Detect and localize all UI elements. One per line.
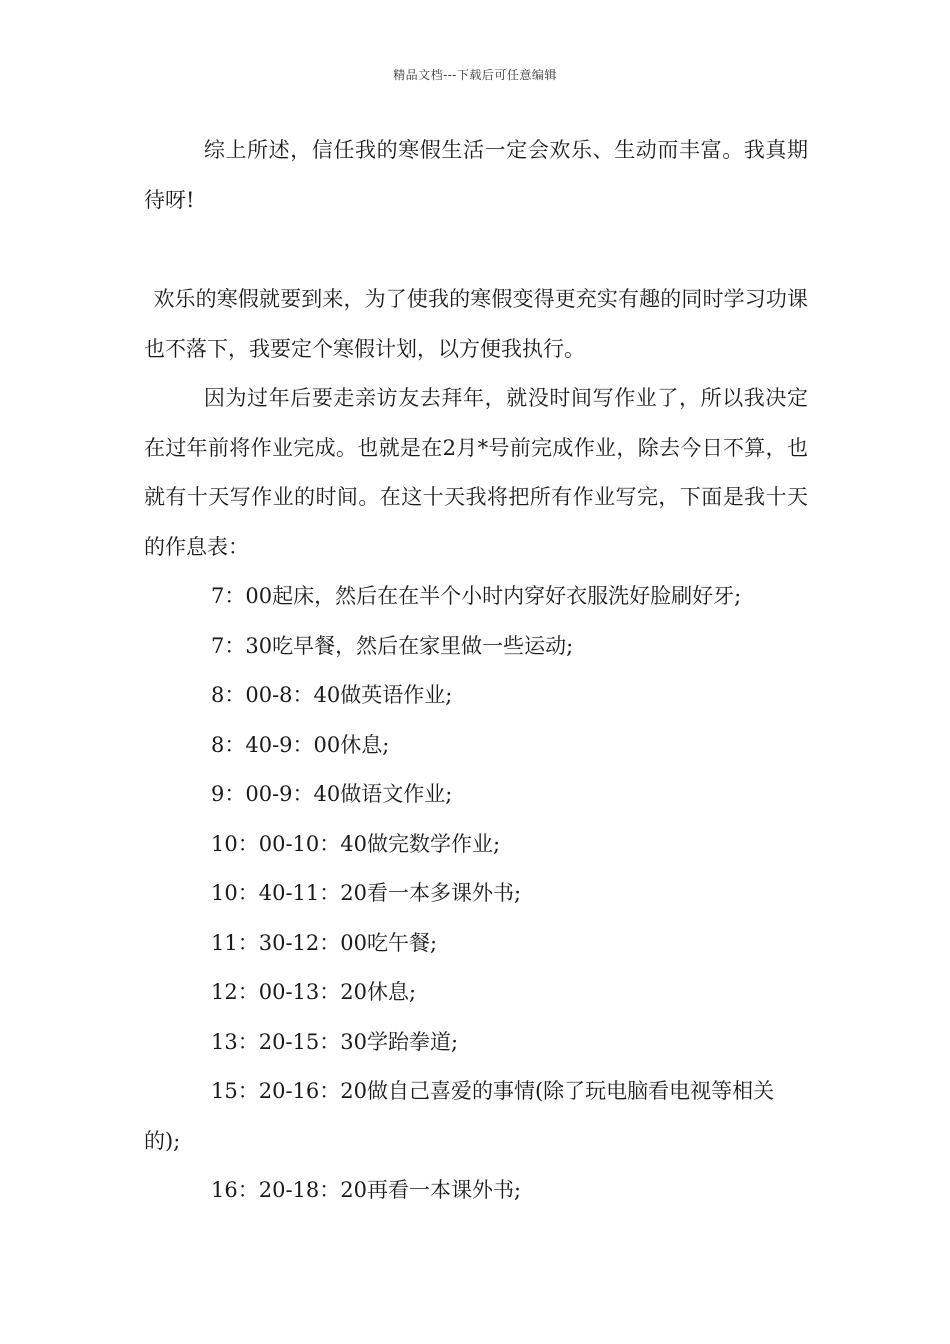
document-body [144, 126, 808, 1216]
schedule-item: 12：00-13：20休息; [211, 980, 417, 1004]
schedule-item: 9：00-9：40做语文作业; [211, 782, 453, 806]
paragraph-conclusion: 综上所述，信任我的寒假生活一定会欢乐、生动而丰富。我真期待呀! [144, 138, 808, 212]
schedule-item: 10：40-11：20看一本多课外书; [211, 881, 522, 905]
paragraph-intro: 欢乐的寒假就要到来，为了使我的寒假变得更充实有趣的同时学习功课也不落下，我要定个寒假计划，以方便我执行。 [144, 287, 808, 361]
schedule-item: 7：30吃早餐，然后在家里做一些运动; [211, 633, 574, 658]
schedule-item: 8：40-9：00休息; [211, 732, 390, 757]
schedule-item: 15：20-16：20做自己喜爱的事情(除了玩电脑看电视等相关的); [144, 1079, 775, 1153]
schedule-item: 7：00起床，然后在在半个小时内穿好衣服洗好脸刷好牙; [211, 584, 742, 608]
schedule-item: 10：00-10：40做完数学作业; [211, 831, 501, 856]
page-header: 精品文档---下载后可任意编辑 [393, 68, 557, 82]
paragraph-plan: 因为过年后要走亲访友去拜年，就没时间写作业了，所以我决定在过年前将作业完成。也就是在2月*号前完成作业，除去今日不算，也就有十天写作业的时间。在这十天我将把所有作业写完，下面是我十天的作息表： [144, 386, 808, 559]
schedule-item: 16：20-18：20再看一本课外书; [211, 1178, 522, 1202]
paragraph-gap [144, 225, 808, 275]
schedule-item: 8：00-8：40做英语作业; [211, 683, 453, 707]
schedule-item: 13：20-15：30学跆拳道; [211, 1029, 459, 1054]
schedule-item: 11：30-12：00吃午餐; [211, 930, 438, 955]
